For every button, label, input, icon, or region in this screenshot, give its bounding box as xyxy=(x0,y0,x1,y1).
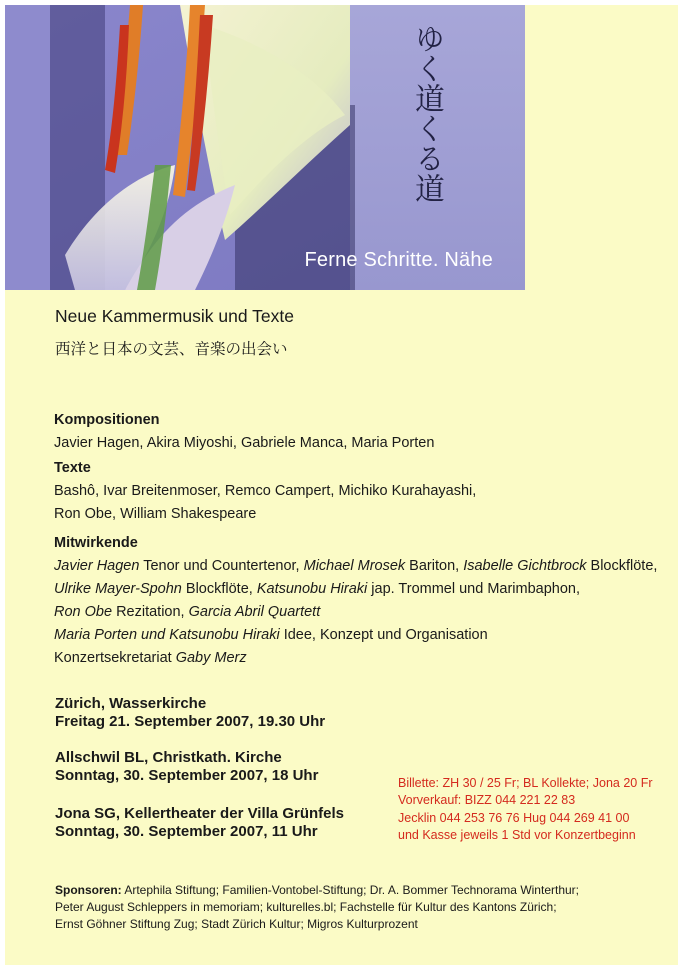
performers-line-4 xyxy=(54,624,657,647)
event-title: Neue Kammermusik und Texte xyxy=(55,306,294,326)
texte-heading: Texte xyxy=(54,460,91,476)
event-venue: Zürich, Wasserkirche xyxy=(55,695,207,712)
poster xyxy=(5,5,678,965)
performer-role: Blockflöte, xyxy=(181,581,257,597)
ticket-prices: Billette: ZH 30 / 25 Fr; BL Kollekte; Jona 20 Fr xyxy=(398,776,653,790)
texte-section xyxy=(54,457,476,526)
performer-name: Isabelle Gichtbrock xyxy=(463,558,587,574)
performer-role: Blockflöte, xyxy=(586,558,658,574)
performer-role: jap. Trommel und Marimbaphon, xyxy=(367,581,581,597)
performers-line-3 xyxy=(54,601,657,624)
performers-line-1 xyxy=(54,555,657,578)
performer-name: Katsunobu Hiraki xyxy=(256,581,368,597)
performer-name: Gaby Merz xyxy=(175,650,247,666)
kompositionen-text: Javier Hagen, Akira Miyoshi, Gabriele Manca, Maria Porten xyxy=(54,435,435,451)
lily-illustration xyxy=(5,5,525,290)
event-jona xyxy=(55,805,344,841)
event-date: Freitag 21. September 2007, 19.30 Uhr xyxy=(55,713,326,730)
kompositionen-heading: Kompositionen xyxy=(54,412,160,428)
event-venue: Jona SG, Kellertheater der Villa Grünfels xyxy=(55,805,344,822)
sponsors xyxy=(55,882,579,934)
presale-bizz: Vorverkauf: BIZZ 044 221 22 83 xyxy=(398,793,576,808)
performer-name: Maria Porten und Katsunobu Hiraki xyxy=(54,627,280,643)
performer-role: Tenor und Countertenor, xyxy=(139,558,304,574)
performer-role: Rezitation, xyxy=(112,604,189,620)
sponsors-line-3: Ernst Göhner Stiftung Zug; Stadt Zürich Kultur; Migros Kulturprozent xyxy=(55,917,418,932)
texte-line-1: Bashô, Ivar Breitenmoser, Remco Campert, Michiko Kurahayashi, xyxy=(54,483,477,499)
performer-role: Bariton, xyxy=(405,558,464,574)
ticket-info xyxy=(398,775,653,844)
hero-artwork xyxy=(5,5,525,290)
sponsors-line-2: Peter August Schleppers in memoriam; kulturelles.bl; Fachstelle für Kultur des Kantons Zürich; xyxy=(55,900,557,915)
mitwirkende-heading: Mitwirkende xyxy=(54,535,138,551)
performers-line-2 xyxy=(54,578,657,601)
performer-name: Ulrike Mayer-Spohn xyxy=(54,581,182,597)
event-date: Sonntag, 30. September 2007, 18 Uhr xyxy=(55,767,319,784)
performer-name: Ron Obe xyxy=(54,604,113,620)
performers-line-5 xyxy=(54,647,657,670)
performer-role: Idee, Konzept und Organisation xyxy=(279,627,488,643)
performer-name: Javier Hagen xyxy=(54,558,140,574)
tagline: Ferne Schritte. Nähe xyxy=(304,249,493,271)
event-allschwil xyxy=(55,749,318,785)
secretariat-label: Konzertsekretariat xyxy=(54,650,176,666)
event-zurich xyxy=(55,695,325,731)
kompositionen-section xyxy=(54,409,434,455)
event-title-japanese: 西洋と日本の文芸、音楽の出会い xyxy=(55,340,288,358)
event-venue: Allschwil BL, Christkath. Kirche xyxy=(55,749,282,766)
performer-name: Garcia Abril Quartett xyxy=(188,604,321,620)
box-office-note: und Kasse jeweils 1 Std vor Konzertbeginn xyxy=(398,827,636,842)
mitwirkende-section xyxy=(54,532,657,670)
performer-name: Michael Mrosek xyxy=(303,558,406,574)
japanese-title: ゆく道くる道 xyxy=(409,23,444,203)
sponsors-label: Sponsoren: xyxy=(55,883,122,897)
presale-jecklin-hug: Jecklin 044 253 76 76 Hug 044 269 41 00 xyxy=(398,810,630,825)
sponsors-line-1: Artephila Stiftung; Familien-Vontobel-Stiftung; Dr. A. Bommer Technorama Winterthur; xyxy=(121,883,579,897)
event-date: Sonntag, 30. September 2007, 11 Uhr xyxy=(55,823,318,840)
texte-line-2: Ron Obe, William Shakespeare xyxy=(54,506,257,522)
